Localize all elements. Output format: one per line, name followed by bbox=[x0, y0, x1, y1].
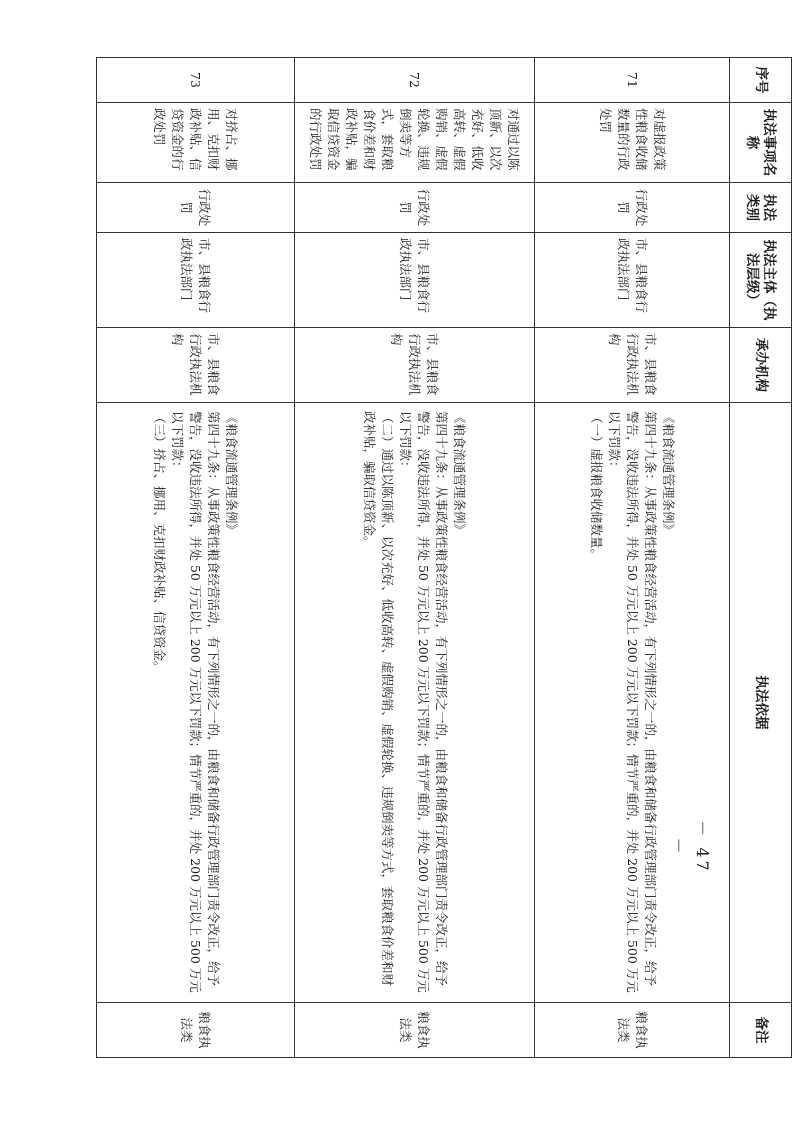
basis-clause: （三）挤占、挪用、克扣财政补贴、信贷资金。 bbox=[152, 411, 168, 674]
header-note: 备注 bbox=[730, 1003, 792, 1058]
page-number: － 47 － bbox=[669, 820, 712, 874]
row-seq: 72 bbox=[295, 58, 535, 103]
row-agency: 市、县粮食行政执法机构 bbox=[97, 328, 295, 403]
basis-article: 第四十九条：从事政策性粮食经营活动，有下列情形之一的，由粮食和储备行政管理部门责令改正，给予警告，没收违法所得，并处 50 万元以上 200 万元以下罚款；情节严重的，并处 200 万元以上 500 万元以下罚款： bbox=[170, 411, 222, 993]
header-subject: 执法主体（执法层级） bbox=[730, 233, 792, 328]
row-seq: 71 bbox=[535, 58, 730, 103]
header-agency: 承办机构 bbox=[730, 328, 792, 403]
row-item: 对通过以陈顶新、以次充好、低收高转、虚假购销、虚假轮换、违规倒卖等方式，套取粮食价差和财政补贴，骗取信贷资金的行政处罚 bbox=[295, 103, 535, 183]
row-subject: 市、县粮食行政执法部门 bbox=[97, 233, 295, 328]
header-category: 执法类别 bbox=[730, 183, 792, 233]
basis-article: 第四十九条：从事政策性粮食经营活动，有下列情形之一的，由粮食和储备行政管理部门责令改正，给予警告，没收违法所得，并处 50 万元以上 200 万元以下罚款；情节严重的，并处 200 万元以上 500 万元以下罚款： bbox=[398, 411, 450, 993]
table-row bbox=[295, 58, 535, 1058]
header-item: 执法事项名称 bbox=[730, 103, 792, 183]
table-header-row bbox=[730, 58, 792, 1058]
basis-law: 《粮食流通管理条例》 bbox=[452, 411, 468, 537]
row-basis bbox=[535, 403, 730, 1003]
table-row bbox=[535, 58, 730, 1058]
row-category: 行政处罚 bbox=[295, 183, 535, 233]
basis-clause: （二）通过以陈顶新、以次充好、低收高转、虚假购销、虚假轮换、违规倒卖等方式，套取粮食价差和财政补贴，骗取信贷资金。 bbox=[362, 411, 396, 987]
row-basis bbox=[295, 403, 535, 1003]
row-item: 对虚报政策性粮食收储数量的行政处罚 bbox=[535, 103, 730, 183]
basis-law: 《粮食流通管理条例》 bbox=[224, 411, 240, 537]
row-seq: 73 bbox=[97, 58, 295, 103]
row-agency: 市、县粮食行政执法机构 bbox=[295, 328, 535, 403]
header-seq: 序号 bbox=[730, 58, 792, 103]
row-note: 粮食执法类 bbox=[97, 1003, 295, 1058]
row-note: 粮食执法类 bbox=[295, 1003, 535, 1058]
rotated-page bbox=[97, 57, 792, 1057]
row-agency: 市、县粮食行政执法机构 bbox=[535, 328, 730, 403]
header-basis: 执法依据 bbox=[730, 403, 792, 1003]
row-basis bbox=[97, 403, 295, 1003]
enforcement-table bbox=[96, 57, 792, 1058]
row-subject: 市、县粮食行政执法部门 bbox=[535, 233, 730, 328]
row-category: 行政处罚 bbox=[535, 183, 730, 233]
basis-article: 第四十九条：从事政策性粮食经营活动，有下列情形之一的，由粮食和储备行政管理部门责令改正，给予警告，没收违法所得，并处 50 万元以上 200 万元以下罚款；情节严重的，并处 200 万元以上 500 万元以下罚款： bbox=[607, 411, 658, 993]
table-row bbox=[97, 58, 295, 1058]
row-subject: 市、县粮食行政执法部门 bbox=[295, 233, 535, 328]
row-note: 粮食执法类 bbox=[535, 1003, 730, 1058]
basis-clause: （一）虚报粮食收储数量。 bbox=[589, 411, 604, 562]
row-category: 行政处罚 bbox=[97, 183, 295, 233]
basis-law: 《粮食流通管理条例》 bbox=[661, 411, 676, 537]
row-item: 对挤占、挪用、克扣财政补贴、信贷资金的行政处罚 bbox=[97, 103, 295, 183]
